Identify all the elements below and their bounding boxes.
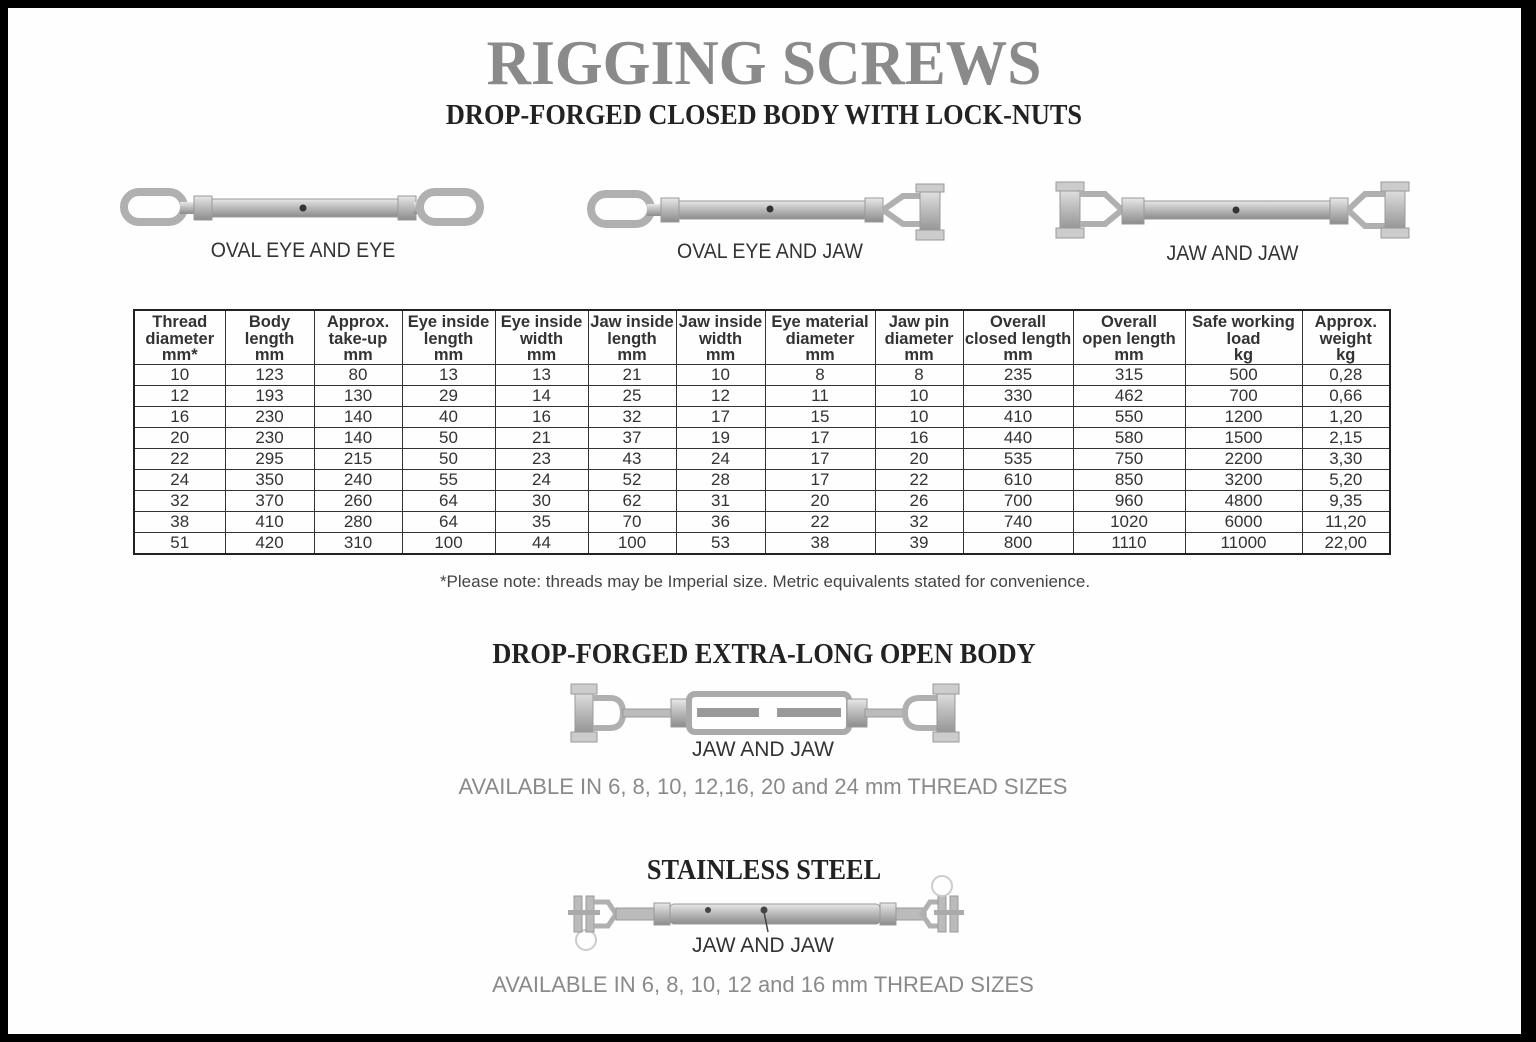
table-cell: 240 [314,469,402,490]
table-cell: 20 [875,448,963,469]
table-cell: 11000 [1185,532,1302,554]
table-cell: 350 [225,469,314,490]
table-cell: 800 [963,532,1073,554]
table-cell: 31 [676,490,765,511]
column-header [495,310,588,364]
column-header-line: length [244,329,295,348]
table-cell: 410 [963,406,1073,427]
table-cell: 70 [588,511,676,532]
column-header-line: Thread [152,313,208,331]
product-label: OVAL EYE AND JAW [677,240,863,263]
table-cell: 740 [963,511,1073,532]
table-cell: 32 [588,406,676,427]
table-row [134,469,1390,490]
table-cell: 310 [314,532,402,554]
table-cell: 140 [314,406,402,427]
table-cell: 32 [875,511,963,532]
table-cell: 295 [225,448,314,469]
table-cell: 52 [588,469,676,490]
table-cell: 43 [588,448,676,469]
column-header-line: mm [254,346,285,364]
table-cell: 20 [134,427,225,448]
column-header-line: Safe working [1192,313,1295,331]
table-cell: 22 [875,469,963,490]
table-cell: 29 [402,385,495,406]
table-cell: 235 [963,364,1073,385]
column-header-line: Eye inside [500,313,583,331]
table-cell: 700 [963,490,1073,511]
table-cell: 13 [402,364,495,385]
table-cell: 0,66 [1302,385,1390,406]
column-header-line: Overall [1101,313,1157,331]
table-cell: 315 [1073,364,1185,385]
column-header-line: Jaw inside [590,313,674,331]
table-cell: 440 [963,427,1073,448]
table-cell: 10 [676,364,765,385]
table-cell: 193 [225,385,314,406]
table-cell: 62 [588,490,676,511]
table-cell: 51 [134,532,225,554]
column-header [1185,310,1302,364]
table-cell: 462 [1073,385,1185,406]
column-header-line: open length [1082,329,1176,348]
table-cell: 50 [402,427,495,448]
table-cell: 21 [495,427,588,448]
column-header-line: Approx. [326,313,390,331]
table-cell: 24 [495,469,588,490]
table-cell: 1020 [1073,511,1185,532]
table-cell: 16 [134,406,225,427]
table-cell: 11 [765,385,875,406]
table-cell: 22 [134,448,225,469]
table-cell: 410 [225,511,314,532]
product-open-body-jaw-and-jaw [565,682,965,742]
column-header-line: kg [1233,346,1254,364]
availability-open-body: AVAILABLE IN 6, 8, 10, 12,16, 20 and 24 mm THREAD SIZES [458,774,1068,799]
column-header-line: Eye material [771,313,869,331]
turnbuckle-jaw-jaw-icon [1050,180,1415,240]
table-cell: 19 [676,427,765,448]
table-cell: 38 [765,532,875,554]
table-cell: 580 [1073,427,1185,448]
table-cell: 100 [402,532,495,554]
table-header-row [134,310,1390,364]
product-jaw-and-jaw [1050,180,1415,272]
column-header-line: mm* [161,346,198,364]
table-cell: 8 [875,364,963,385]
column-header-line: mm [433,346,464,364]
table-cell: 960 [1073,490,1185,511]
table-row [134,511,1390,532]
column-header-line: kg [1336,346,1356,364]
table-cell: 500 [1185,364,1302,385]
table-cell: 64 [402,511,495,532]
table-cell: 1,20 [1302,406,1390,427]
table-cell: 230 [225,406,314,427]
column-header [765,310,875,364]
table-cell: 30 [495,490,588,511]
page-subtitle: DROP-FORGED CLOSED BODY WITH LOCK-NUTS [445,100,1083,131]
table-cell: 22,00 [1302,532,1390,554]
table-row [134,364,1390,385]
table-cell: 13 [495,364,588,385]
column-header-line: mm [526,346,557,364]
column-header-line: Body [248,313,291,331]
column-header [676,310,765,364]
column-header-line: take-up [328,329,388,348]
table-cell: 130 [314,385,402,406]
table-cell: 36 [676,511,765,532]
section-title-open-body: DROP-FORGED EXTRA-LONG OPEN BODY [492,639,1036,670]
table-cell: 35 [495,511,588,532]
table-cell: 64 [402,490,495,511]
column-header-line: Eye inside [407,313,490,331]
table-cell: 5,20 [1302,469,1390,490]
table-cell: 260 [314,490,402,511]
table-cell: 215 [314,448,402,469]
table-cell: 53 [676,532,765,554]
table-cell: 38 [134,511,225,532]
table-cell: 50 [402,448,495,469]
spec-table [133,309,1391,555]
table-cell: 24 [676,448,765,469]
table-cell: 17 [676,406,765,427]
turnbuckle-open-body-icon [565,682,965,744]
column-header [225,310,314,364]
column-header-line: width [519,329,564,348]
turnbuckle-eye-eye-icon [118,182,488,234]
table-cell: 1110 [1073,532,1185,554]
product-label: JAW AND JAW [1166,242,1299,265]
table-cell: 37 [588,427,676,448]
table-cell: 420 [225,532,314,554]
column-header [875,310,963,364]
table-cell: 9,35 [1302,490,1390,511]
table-cell: 20 [765,490,875,511]
product-label: JAW AND JAW [692,738,834,761]
table-cell: 21 [588,364,676,385]
table-row [134,385,1390,406]
table-cell: 44 [495,532,588,554]
column-header-line: mm [705,346,736,364]
table-cell: 1500 [1185,427,1302,448]
product-oval-eye-and-eye [118,182,488,272]
footnote: *Please note: threads may be Imperial size. Metric equivalents stated for convenience. [439,572,1091,591]
table-cell: 23 [495,448,588,469]
table-cell: 3,30 [1302,448,1390,469]
column-header-line: closed length [964,329,1072,348]
column-header-line: Overall [990,313,1046,331]
table-cell: 32 [134,490,225,511]
column-header-line: diameter [884,329,954,348]
column-header-line: Approx. [1314,313,1377,331]
table-cell: 24 [134,469,225,490]
column-header-line: Jaw inside [678,313,763,331]
column-header [314,310,402,364]
section-title-stainless: STAINLESS STEEL [646,855,882,886]
column-header-line: mm [904,346,934,364]
table-cell: 11,20 [1302,511,1390,532]
availability-stainless: AVAILABLE IN 6, 8, 10, 12 and 16 mm THREAD SIZES [492,972,1034,997]
table-cell: 3200 [1185,469,1302,490]
column-header [402,310,495,364]
table-cell: 370 [225,490,314,511]
table-cell: 6000 [1185,511,1302,532]
table-cell: 750 [1073,448,1185,469]
table-cell: 100 [588,532,676,554]
column-header-line: Jaw pin [888,313,950,331]
table-cell: 22 [765,511,875,532]
column-header-line: mm [343,346,373,364]
table-cell: 10 [875,385,963,406]
column-header [588,310,676,364]
table-cell: 16 [495,406,588,427]
column-header-line: length [607,329,657,348]
table-cell: 550 [1073,406,1185,427]
table-row [134,532,1390,554]
table-cell: 15 [765,406,875,427]
column-header-line: mm [617,346,647,364]
table-cell: 28 [676,469,765,490]
column-header [1073,310,1185,364]
table-cell: 10 [134,364,225,385]
column-header-line: mm [1114,346,1144,364]
column-header-line: mm [1003,346,1033,364]
table-cell: 4800 [1185,490,1302,511]
table-cell: 17 [765,427,875,448]
table-cell: 17 [765,448,875,469]
table-cell: 2200 [1185,448,1302,469]
table-cell: 12 [134,385,225,406]
table-cell: 12 [676,385,765,406]
column-header-line: diameter [145,329,215,348]
table-cell: 17 [765,469,875,490]
table-cell: 230 [225,427,314,448]
column-header-line: weight [1319,329,1372,348]
column-header-line: mm [805,346,835,364]
column-header-line: width [698,329,743,348]
table-cell: 39 [875,532,963,554]
table-cell: 140 [314,427,402,448]
table-cell: 850 [1073,469,1185,490]
table-row [134,406,1390,427]
turnbuckle-eye-jaw-icon [585,182,955,242]
table-cell: 1200 [1185,406,1302,427]
table-cell: 55 [402,469,495,490]
table-cell: 330 [963,385,1073,406]
table-cell: 0,28 [1302,364,1390,385]
table-cell: 535 [963,448,1073,469]
table-cell: 14 [495,385,588,406]
column-header-line: diameter [785,329,855,348]
page-title: RIGGING SCREWS [486,27,1042,98]
table-row [134,490,1390,511]
table-cell: 16 [875,427,963,448]
table-cell: 40 [402,406,495,427]
table-cell: 25 [588,385,676,406]
table-cell: 123 [225,364,314,385]
table-cell: 2,15 [1302,427,1390,448]
table-cell: 700 [1185,385,1302,406]
table-cell: 10 [875,406,963,427]
table-cell: 80 [314,364,402,385]
table-row [134,427,1390,448]
product-label: OVAL EYE AND EYE [210,239,396,262]
column-header [963,310,1073,364]
table-row [134,448,1390,469]
column-header-line: load [1226,329,1261,348]
table-cell: 280 [314,511,402,532]
product-oval-eye-and-jaw [585,182,955,272]
table-cell: 610 [963,469,1073,490]
table-cell: 8 [765,364,875,385]
column-header [134,310,225,364]
column-header-line: length [423,329,474,348]
product-label: JAW AND JAW [692,934,834,957]
table-cell: 26 [875,490,963,511]
column-header [1302,310,1390,364]
